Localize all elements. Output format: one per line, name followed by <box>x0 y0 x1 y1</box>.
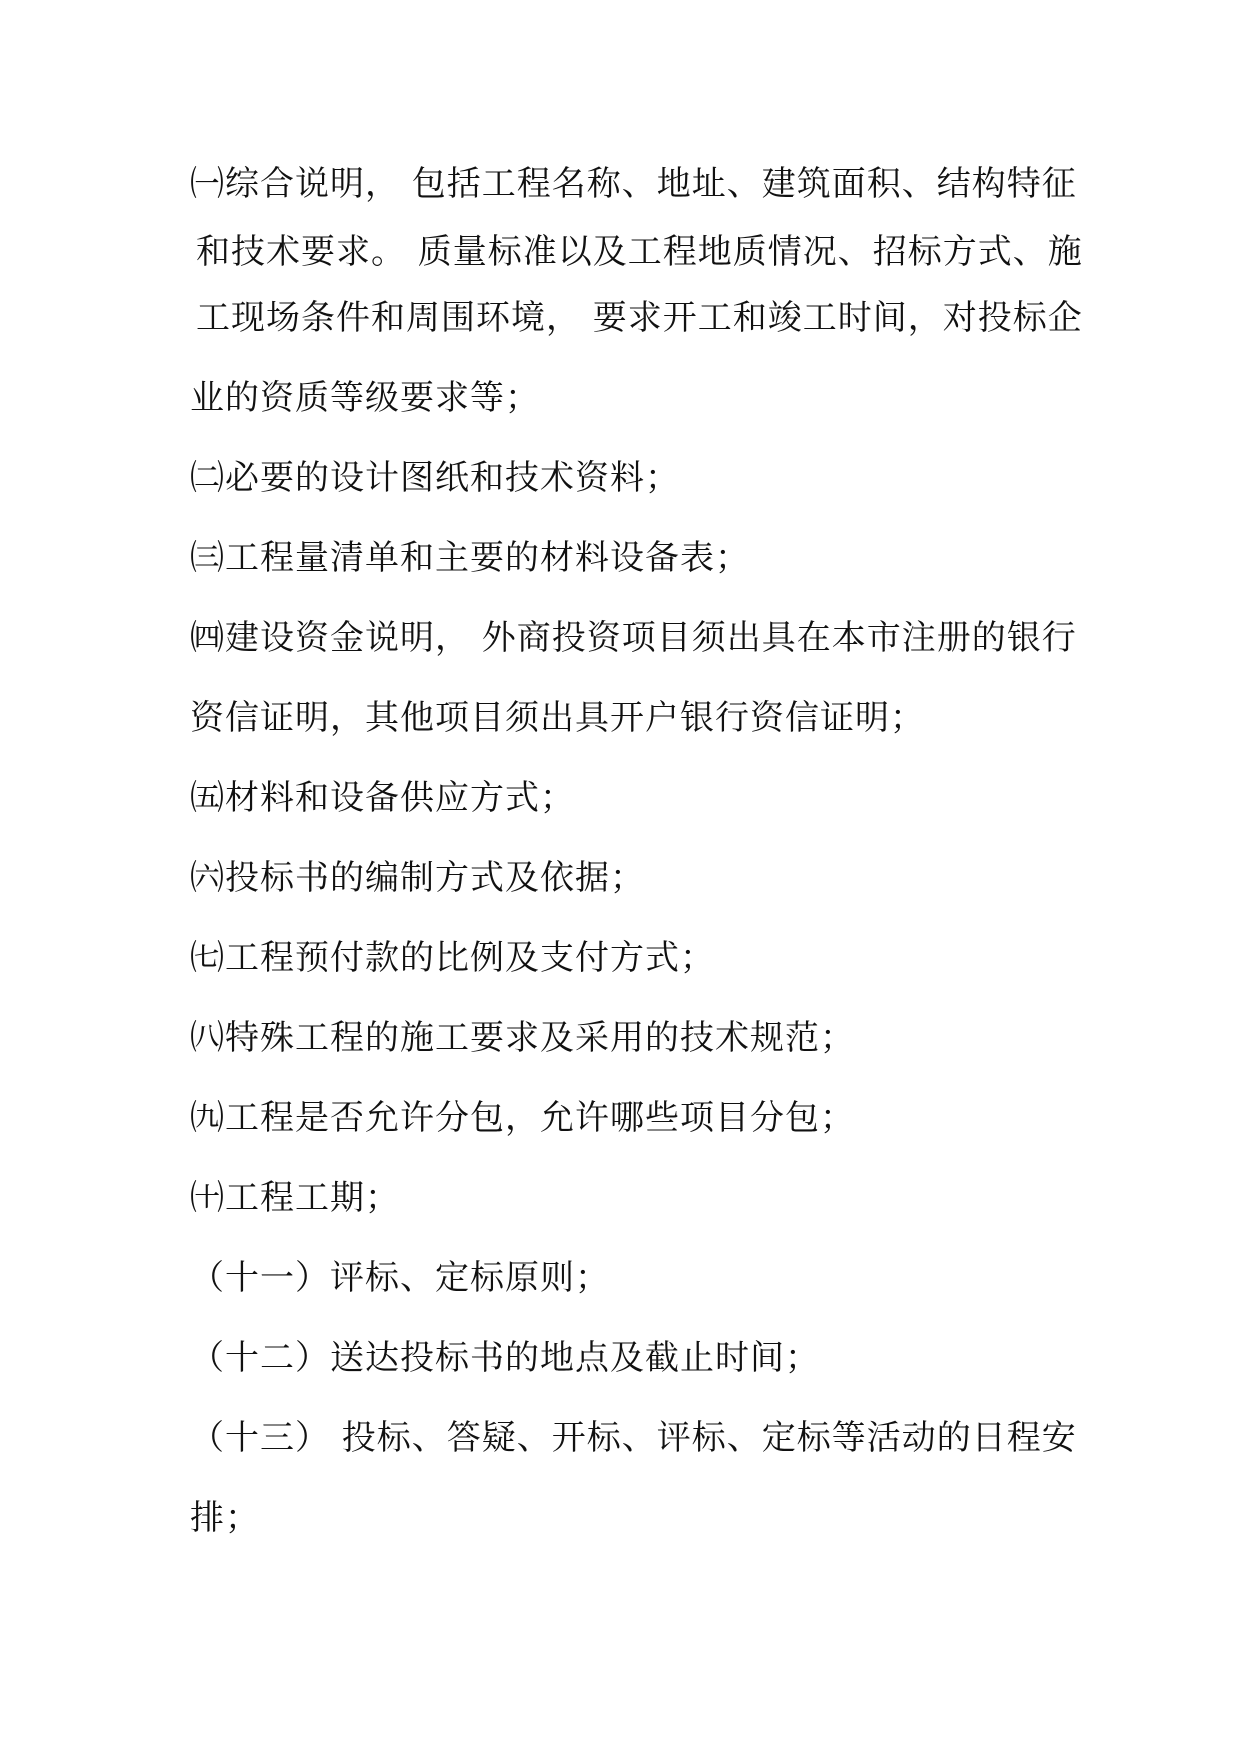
paragraph-1-line-2: 和技术要求。 质量标准以及工程地质情况、招标方式、施 <box>196 232 1083 272</box>
item-5: ㈤材料和设备供应方式； <box>190 778 575 818</box>
item-6: ㈥投标书的编制方式及依据； <box>190 858 645 898</box>
item-4-line-2: 资信证明，其他项目须出具开户银行资信证明； <box>190 698 925 738</box>
item-13-line-2: 排； <box>190 1498 260 1538</box>
paragraph-1-line-3: 工现场条件和周围环境， 要求开工和竣工时间，对投标企 <box>196 298 1083 338</box>
item-2: ㈡必要的设计图纸和技术资料； <box>190 458 680 498</box>
item-4-line-1: ㈣建设资金说明， 外商投资项目须出具在本市注册的银行 <box>190 618 1077 658</box>
item-3: ㈢工程量清单和主要的材料设备表； <box>190 538 750 578</box>
item-9: ㈨工程是否允许分包，允许哪些项目分包； <box>190 1098 855 1138</box>
item-10: ㈩工程工期； <box>190 1178 400 1218</box>
paragraph-1-line-4: 业的资质等级要求等； <box>190 378 540 418</box>
item-13-line-1: （十三） 投标、答疑、开标、评标、定标等活动的日程安 <box>190 1418 1077 1458</box>
paragraph-1-line-1: ㈠综合说明， 包括工程名称、地址、建筑面积、结构特征 <box>190 164 1077 204</box>
item-7: ㈦工程预付款的比例及支付方式； <box>190 938 715 978</box>
item-11: （十一）评标、定标原则； <box>190 1258 610 1298</box>
item-12: （十二）送达投标书的地点及截止时间； <box>190 1338 820 1378</box>
item-8: ㈧特殊工程的施工要求及采用的技术规范； <box>190 1018 855 1058</box>
